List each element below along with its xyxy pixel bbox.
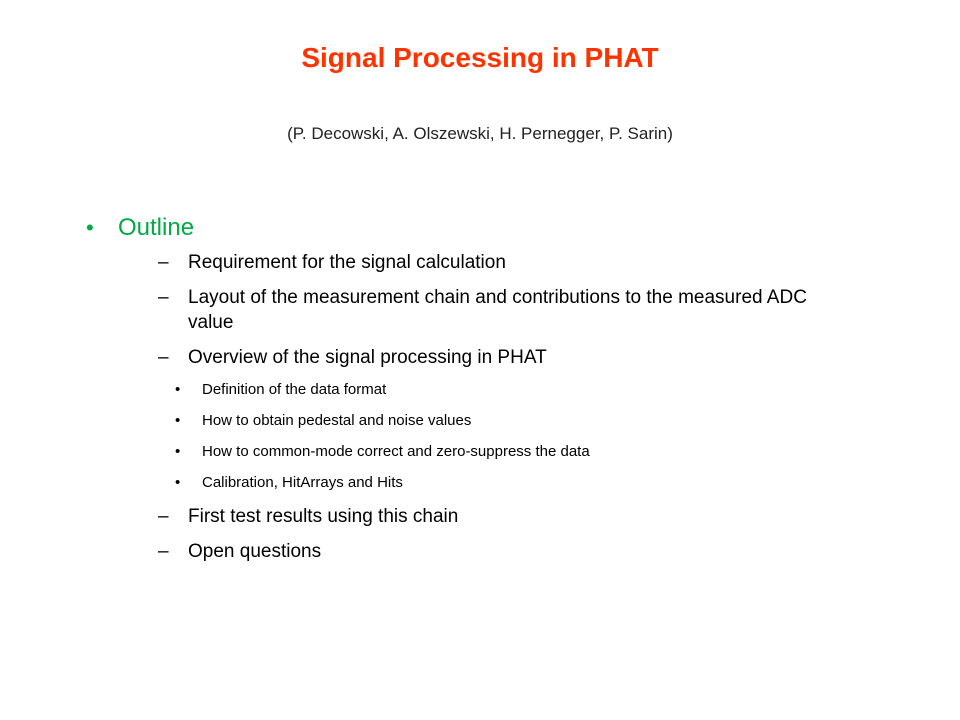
authors-line: (P. Decowski, A. Olszewski, H. Pernegger, P. Sarin) bbox=[287, 124, 673, 143]
list-item-text: First test results using this chain bbox=[188, 506, 459, 527]
sub-list-item-text: How to common-mode correct and zero-suppress the data bbox=[202, 443, 590, 460]
list-item bbox=[158, 345, 886, 370]
list-item bbox=[158, 504, 886, 529]
sub-list-item-text: How to obtain pedestal and noise values bbox=[202, 412, 472, 429]
sub-list-item bbox=[175, 411, 886, 431]
outline-heading: Outline bbox=[118, 214, 195, 241]
dash-marker: – bbox=[158, 252, 169, 273]
dash-marker: – bbox=[158, 347, 169, 368]
list-item-text: Requirement for the signal calculation bbox=[188, 252, 506, 273]
bullet-icon: • bbox=[175, 474, 181, 491]
bullet-icon: • bbox=[175, 443, 181, 460]
dash-marker: – bbox=[158, 287, 169, 308]
sub-list-item bbox=[175, 380, 886, 400]
dash-marker: – bbox=[158, 541, 169, 562]
list-item-text: Overview of the signal processing in PHAT bbox=[188, 347, 547, 368]
sub-list-item bbox=[175, 473, 886, 493]
outline-section bbox=[86, 214, 886, 574]
list-item-text: Layout of the measurement chain and contributions to the measured ADC value bbox=[188, 287, 807, 333]
list-item-text: Open questions bbox=[188, 541, 322, 562]
dash-marker: – bbox=[158, 506, 169, 527]
bullet-icon: • bbox=[175, 381, 181, 398]
list-item bbox=[158, 285, 886, 335]
list-item bbox=[158, 539, 886, 564]
bullet-icon: • bbox=[86, 215, 94, 240]
sub-list-item bbox=[175, 442, 886, 462]
bullet-icon: • bbox=[175, 412, 181, 429]
list-item bbox=[158, 250, 886, 275]
outline-heading-row bbox=[86, 214, 886, 242]
sub-list-item-text: Definition of the data format bbox=[202, 381, 387, 398]
slide-title: Signal Processing in PHAT bbox=[301, 42, 659, 73]
sub-list-item-text: Calibration, HitArrays and Hits bbox=[202, 474, 403, 491]
